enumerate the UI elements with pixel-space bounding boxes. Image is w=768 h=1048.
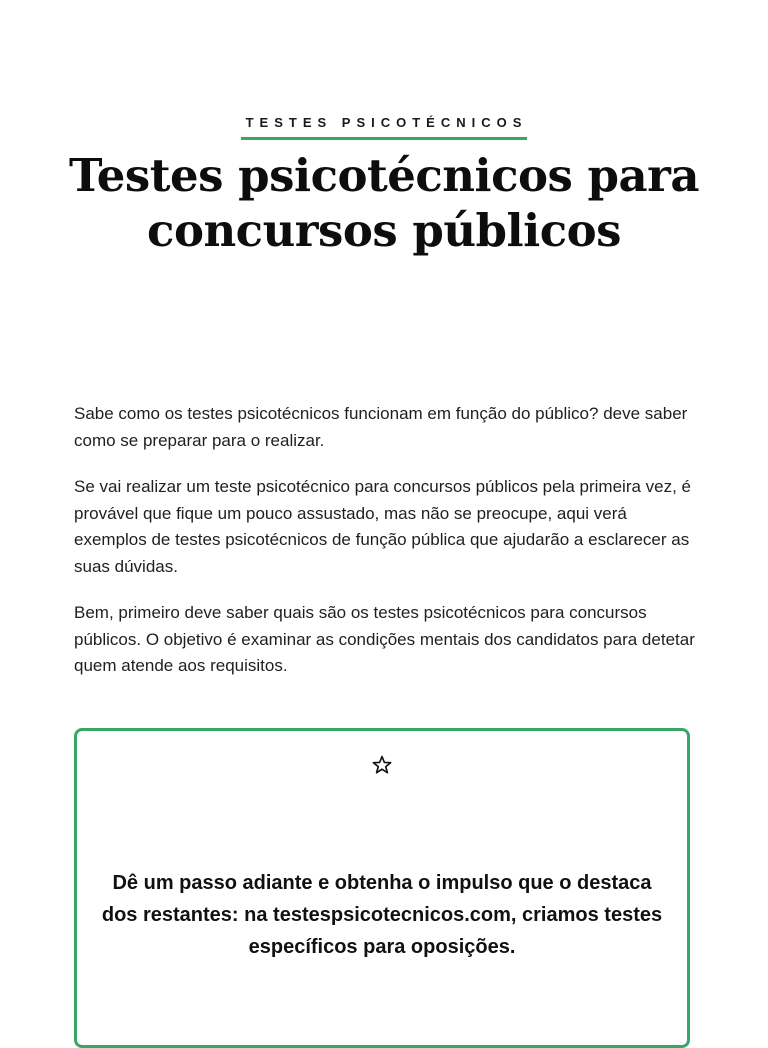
intro-paragraph: Sabe como os testes psicotécnicos funcionam em função do público? deve saber como se preparar para o realizar.	[74, 404, 688, 450]
cta-box	[74, 728, 690, 1048]
cta-text: Dê um passo adiante e obtenha o impulso que o destaca dos restantes: na testespsicotecnicos.com, criamos testes específicos para oposições.	[101, 872, 663, 958]
page-title: Testes psicotécnicos para concursos públicos	[68, 149, 700, 257]
body-paragraph: Se vai realizar um teste psicotécnico para concursos públicos pela primeira vez, é provável que fique um pouco assustado, mas não se preocupe, aqui verá exemplos de testes psicotécnicos de função pública que ajudarão a esclarecer as suas dúvidas.	[74, 477, 692, 576]
star-outline-icon	[371, 754, 393, 776]
article-header	[0, 114, 768, 140]
article-body	[74, 401, 696, 700]
category-label[interactable]: TESTES PSICOTÉCNICOS	[241, 115, 528, 140]
body-paragraph: Bem, primeiro deve saber quais são os testes psicotécnicos para concursos públicos. O objetivo é examinar as condições mentais dos candidatos para detetar quem atende aos requisitos.	[74, 603, 695, 675]
